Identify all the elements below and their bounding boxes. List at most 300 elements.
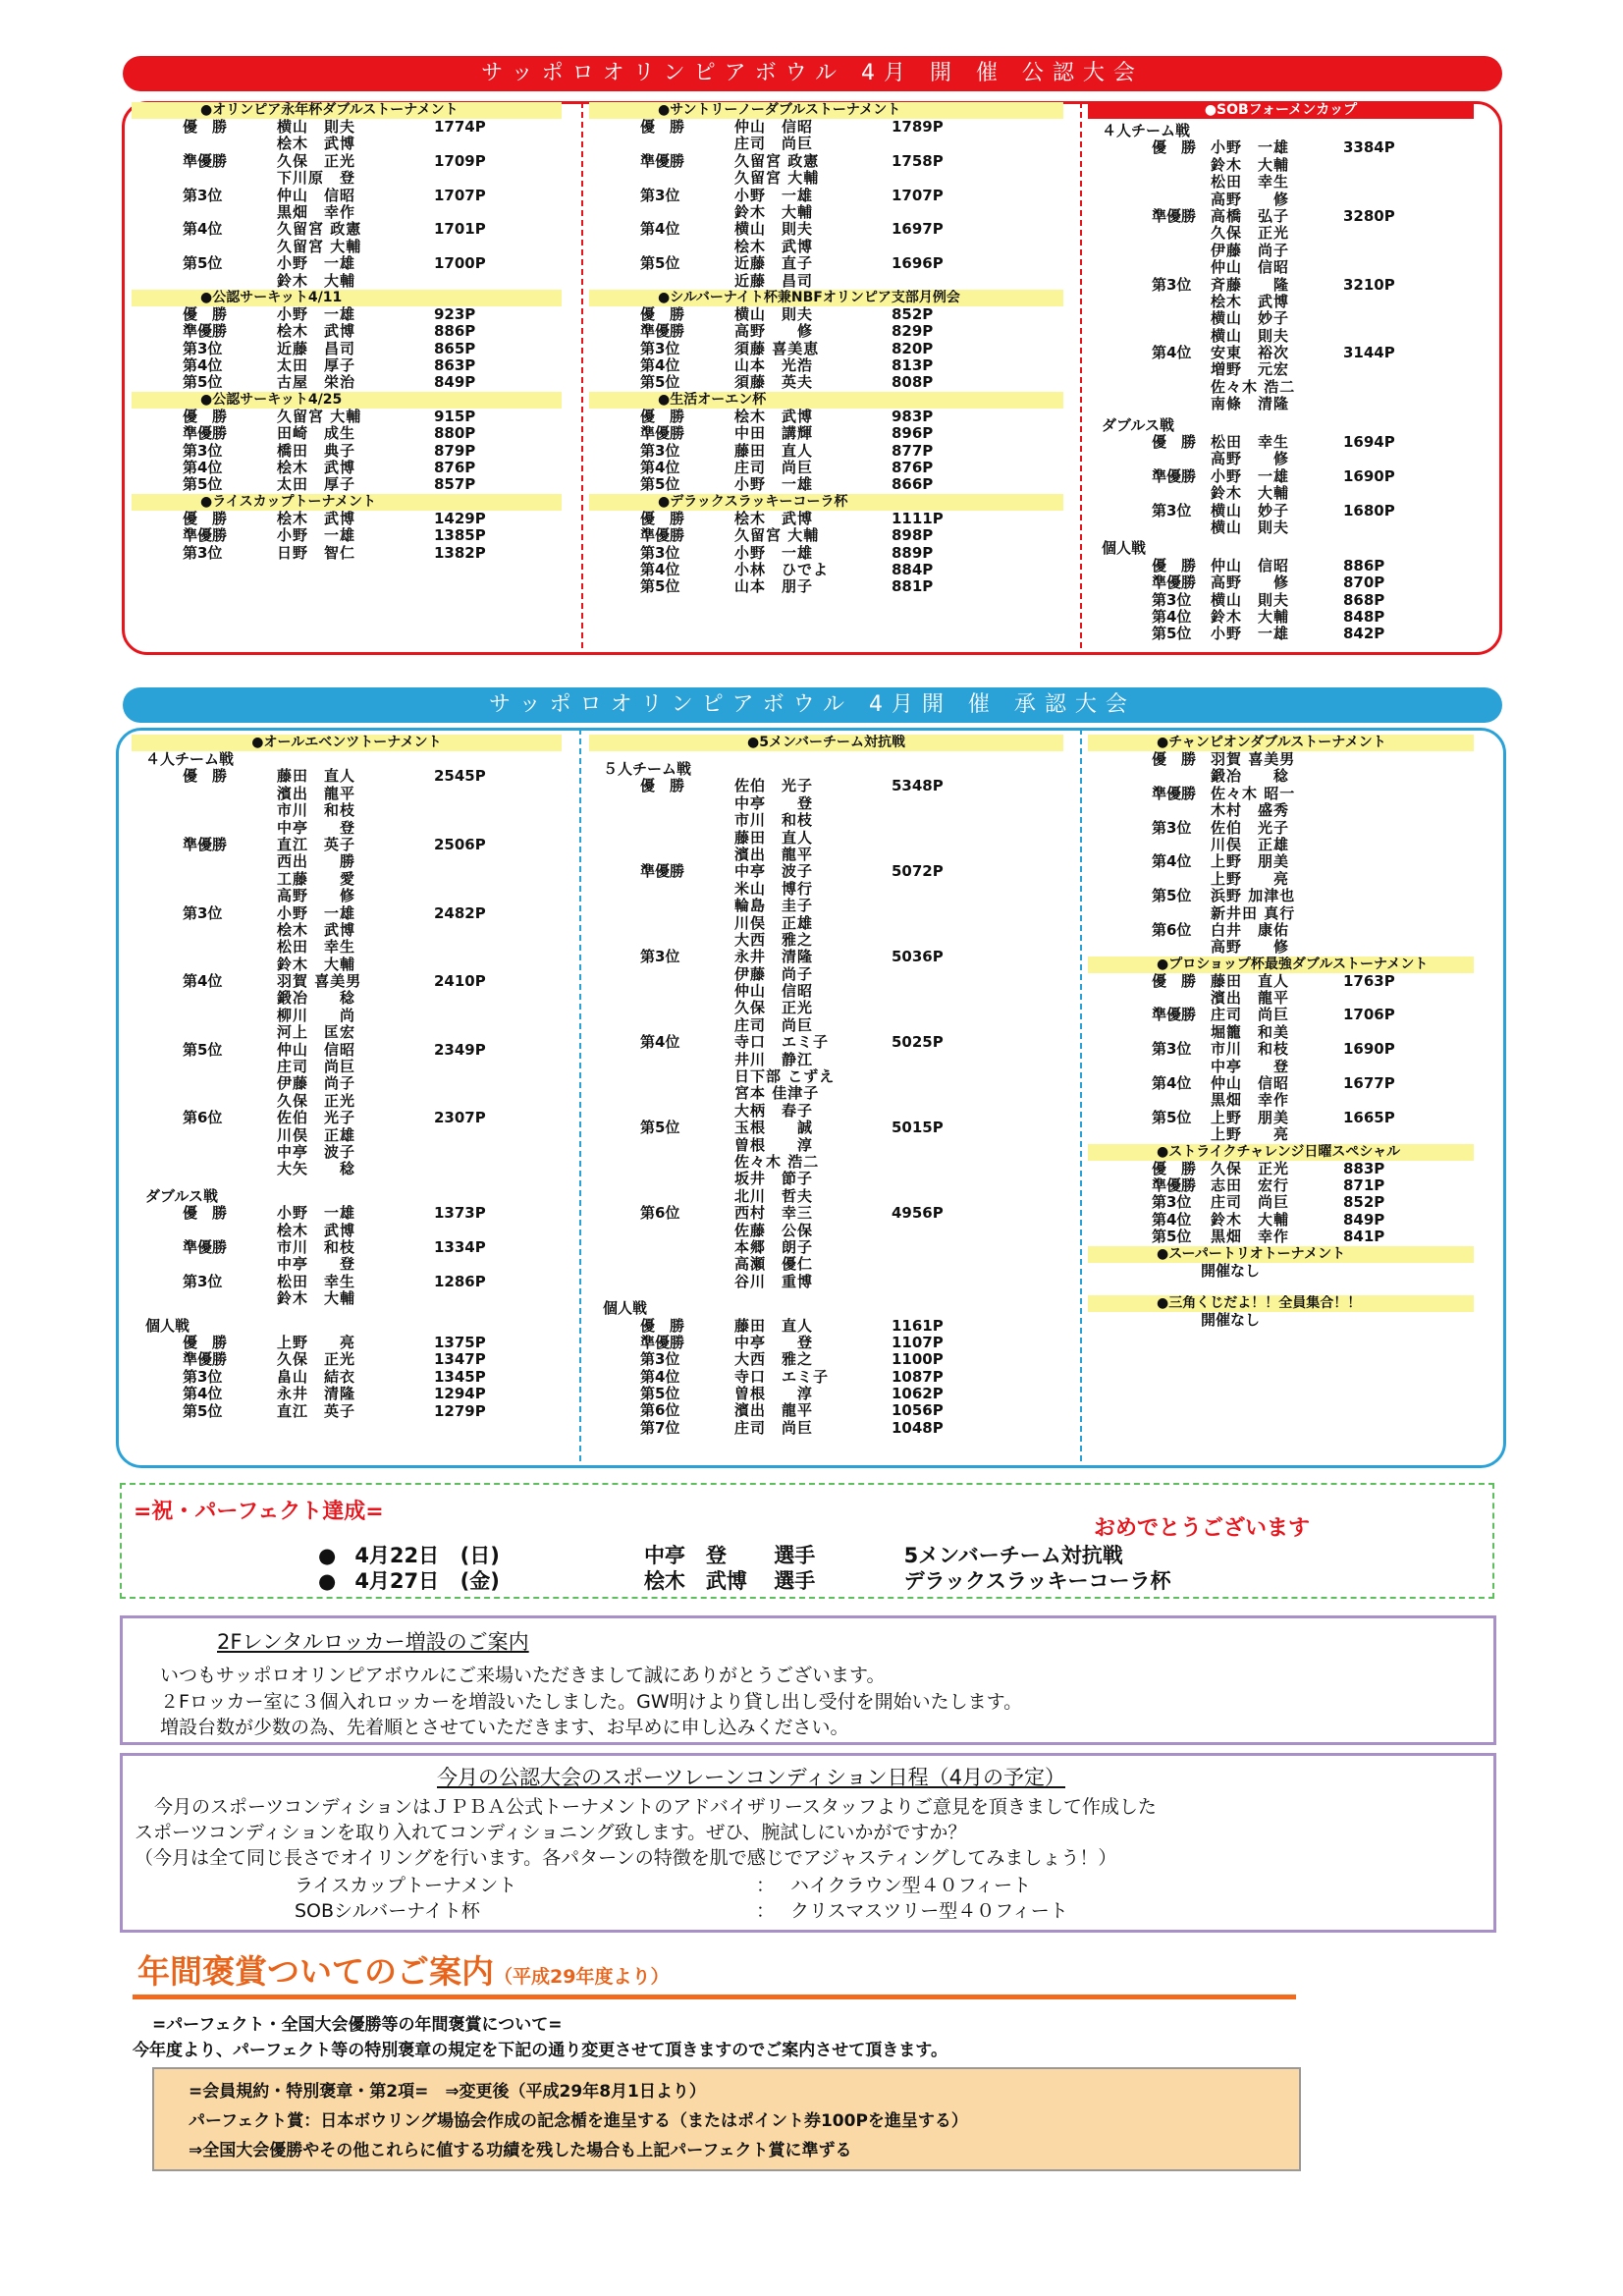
player-name: 高野 修 (1211, 190, 1290, 208)
rank: 準優勝 (1152, 1006, 1197, 1024)
perfect-suffix: 選手 (774, 1569, 816, 1593)
score (892, 1223, 970, 1239)
rank (589, 170, 734, 187)
score: 870P (1343, 574, 1385, 592)
score (1343, 820, 1422, 837)
player-name: 羽賀 喜美男 (1211, 750, 1296, 768)
score: 1056P (892, 1401, 944, 1420)
score: 842P (1343, 625, 1385, 643)
player-name: 佐々木 浩二 (734, 1153, 820, 1171)
rank (132, 1127, 277, 1144)
rank: 優 勝 (1152, 971, 1197, 990)
result-row (1088, 396, 1486, 412)
perfect-suffix: 選手 (774, 1544, 816, 1567)
result-row (132, 119, 573, 136)
result-row (1088, 820, 1486, 837)
rank (1088, 1024, 1211, 1041)
section-label: 個人戦 (145, 1316, 190, 1335)
rank (132, 922, 277, 939)
player-name: 横山 則夫 (1211, 326, 1290, 345)
player-name: 小野 一雄 (277, 526, 356, 545)
player-name: 久保 正光 (277, 151, 356, 170)
rank (589, 1052, 734, 1068)
schedule-pattern: ハイクラウン型４０フィート (790, 1875, 1032, 1896)
rank: 第5位 (640, 373, 680, 392)
score: 886P (1343, 556, 1385, 574)
player-name: 上野 朋美 (1211, 1108, 1290, 1126)
score: 1707P (892, 186, 944, 204)
result-row (589, 443, 1075, 460)
score (434, 888, 513, 904)
player-name: 安東 裕次 (1211, 344, 1290, 362)
divider (579, 729, 581, 1461)
section-label: ダブルス戦 (145, 1186, 218, 1205)
score: 1665P (1343, 1108, 1395, 1126)
score (1343, 519, 1422, 536)
rank: 第5位 (1152, 1228, 1192, 1246)
score: 3280P (1343, 206, 1395, 225)
result-row (1088, 574, 1486, 591)
player-name: 藤田 直人 (734, 828, 814, 847)
score (1343, 451, 1422, 467)
player-name: 工藤 愛 (277, 869, 356, 888)
score: 1774P (434, 118, 486, 136)
player-name: 久留宮 大輔 (734, 526, 820, 545)
result-row (589, 425, 1075, 442)
score: 1373P (434, 1204, 486, 1223)
result-row (589, 812, 1075, 829)
rank: 第5位 (640, 1385, 680, 1403)
result-row (589, 1420, 1075, 1437)
score: 5348P (892, 777, 944, 795)
rank (132, 957, 277, 973)
player-name: 佐藤 公保 (734, 1221, 814, 1239)
rank (132, 1008, 277, 1024)
rank (132, 273, 277, 290)
tournament-title: ●生活オーエン杯 (589, 392, 1063, 409)
player-name: 近藤 昌司 (277, 339, 356, 357)
score: 1161P (892, 1316, 944, 1335)
player-name: 小野 一雄 (1211, 138, 1290, 157)
score (892, 1154, 970, 1171)
player-name: 高野 修 (734, 322, 814, 341)
player-name: 中亭 波子 (734, 862, 814, 881)
player-name: 米山 博行 (734, 879, 814, 898)
result-row (1088, 1092, 1486, 1109)
score (1343, 174, 1422, 191)
score (892, 1085, 970, 1102)
result-row (1088, 174, 1486, 191)
player-name: 大柄 春子 (734, 1101, 814, 1120)
condition-title: 今月の公認大会のスポーツレーンコンディション日程（4月の予定） (437, 1766, 1065, 1789)
score (892, 795, 970, 812)
score (434, 820, 513, 837)
score (434, 1008, 513, 1024)
rank (132, 1144, 277, 1161)
rank: 第4位 (640, 560, 680, 578)
lane-condition-notice (120, 1753, 1496, 1933)
player-name: 仲山 信昭 (1211, 258, 1290, 277)
rank (1088, 310, 1211, 327)
player-name: 北川 哲夫 (734, 1186, 814, 1205)
result-row (1088, 157, 1486, 174)
result-row (132, 820, 573, 837)
score (434, 1059, 513, 1075)
rank (1088, 361, 1211, 378)
score: 884P (892, 560, 934, 578)
player-name: 近藤 直子 (734, 254, 814, 273)
perfect-event: 5メンバーチーム対抗戦 (903, 1544, 1123, 1567)
score (1343, 905, 1422, 922)
result-row (589, 1274, 1075, 1290)
player-name: 庄司 尚巨 (734, 1418, 814, 1437)
player-name: 松田 幸生 (1211, 433, 1290, 452)
score (434, 871, 513, 888)
score (434, 239, 513, 255)
score (434, 1075, 513, 1092)
score (892, 239, 970, 255)
score (434, 1256, 513, 1273)
congrats-text: おめでとうございます (1094, 1516, 1311, 1541)
schedule-pattern: クリスマスツリー型４０フィート (790, 1900, 1068, 1922)
score (892, 881, 970, 898)
rank (589, 1256, 734, 1273)
result-row (132, 1274, 573, 1290)
rank (589, 812, 734, 829)
score (1343, 361, 1422, 378)
rank (132, 802, 277, 819)
player-name: 鈴木 大輔 (277, 271, 356, 290)
rank: 準優勝 (183, 322, 228, 341)
score: 866P (892, 475, 934, 494)
score: 808P (892, 373, 934, 392)
score (1343, 243, 1422, 259)
result-row (589, 204, 1075, 221)
rank: 第5位 (183, 373, 223, 392)
rank: 優 勝 (1152, 556, 1197, 574)
score (1343, 802, 1422, 819)
result-row (589, 221, 1075, 238)
result-row (1088, 328, 1486, 345)
result-row (1088, 434, 1486, 451)
divider (581, 102, 583, 648)
result-row (589, 1154, 1075, 1171)
schedule-event: SOBシルバーナイト杯 (295, 1900, 480, 1922)
score (892, 1052, 970, 1068)
rank (589, 1171, 734, 1187)
rank: 第3位 (183, 441, 223, 460)
rank: 第4位 (1152, 1210, 1192, 1229)
result-row (1088, 973, 1486, 990)
rank (589, 847, 734, 863)
score: 849P (1343, 1210, 1385, 1229)
result-row (1088, 558, 1486, 574)
award-intro: 今年度より、パーフェクト等の特別褒章の規定を下記の通り変更させて頂きますのでご案内させて頂きます。 (133, 2041, 947, 2060)
result-row (132, 545, 573, 562)
rank (589, 1017, 734, 1034)
score (892, 1068, 970, 1085)
player-name: 鍛冶 稔 (277, 989, 356, 1008)
player-name: 小野 一雄 (1211, 625, 1290, 643)
player-name: 仲山 信昭 (277, 1040, 356, 1059)
approved-column-2 (589, 735, 1075, 1437)
score: 983P (892, 407, 934, 425)
score: 5015P (892, 1119, 944, 1137)
result-row (589, 966, 1075, 983)
rank (589, 1274, 734, 1290)
tournament-title: ●公認サーキット4/25 (132, 392, 562, 409)
locker-line: ２Fロッカー室に３個入れロッカーを増設いたしました。GW明けより貸し出し受付を開始いたします。 (160, 1691, 1023, 1713)
score: 1382P (434, 543, 486, 562)
score: 3210P (1343, 275, 1395, 294)
score (892, 273, 970, 290)
player-name: 太田 厚子 (277, 356, 356, 375)
score (434, 939, 513, 956)
rank (1088, 802, 1211, 819)
rank (1088, 768, 1211, 785)
tournament-title: ●ストライクチャレンジ日曜スペシャル (1088, 1144, 1474, 1161)
rank (1088, 519, 1211, 536)
result-row (1088, 208, 1486, 225)
result-row (132, 768, 573, 785)
score (892, 1239, 970, 1256)
tournament-title: ●デラックスラッキーコーラ杯 (589, 494, 1063, 511)
result-row (1088, 990, 1486, 1007)
player-name: 伊藤 尚子 (734, 964, 814, 983)
player-name: 鈴木 大輔 (277, 1289, 356, 1308)
result-row (132, 221, 573, 238)
player-name: 玉根 誠 (734, 1119, 814, 1137)
score: 2482P (434, 903, 486, 922)
player-name: 黒畑 幸作 (1211, 1091, 1290, 1110)
score: 1690P (1343, 1040, 1395, 1059)
rank (589, 239, 734, 255)
rank: 準優勝 (640, 424, 685, 443)
rank: 第3位 (640, 441, 680, 460)
score: 1709P (434, 151, 486, 170)
player-name: 中亭 登 (734, 1333, 814, 1351)
score: 1677P (1343, 1074, 1395, 1093)
player-name: 橋田 典子 (277, 441, 356, 460)
player-name: 桧木 武博 (1211, 292, 1290, 310)
result-row (1088, 939, 1486, 956)
player-name: 川俣 正雄 (277, 1125, 356, 1144)
player-name: 横山 則夫 (734, 220, 814, 239)
player-name: 近藤 昌司 (734, 271, 814, 290)
result-row (132, 1369, 573, 1386)
player-name: 久保 正光 (1211, 224, 1290, 243)
rank (132, 939, 277, 956)
official-column-2 (589, 102, 1075, 596)
result-row (1088, 310, 1486, 327)
rank: 優 勝 (640, 407, 685, 425)
score (892, 136, 970, 152)
official-banner: サッポロオリンピアボウル 4月 開 催 公認大会 (123, 56, 1502, 91)
rank: 第5位 (1152, 887, 1192, 905)
schedule-colon: ： (756, 1875, 776, 1896)
score (1343, 396, 1422, 412)
player-name: 市川 和枝 (734, 811, 814, 830)
player-name: 濱出 龍平 (277, 784, 356, 802)
score (434, 1093, 513, 1110)
result-row (1088, 751, 1486, 768)
result-row (1088, 1059, 1486, 1075)
divider (1080, 102, 1082, 648)
player-name: 久保 正光 (277, 1091, 356, 1110)
result-row (589, 306, 1075, 323)
player-name: 本郷 朗子 (734, 1237, 814, 1256)
rank: 第5位 (183, 1401, 223, 1420)
player-name: 桧木 武博 (277, 920, 356, 939)
rank: 第3位 (640, 1350, 680, 1369)
score (434, 1223, 513, 1239)
result-row (589, 562, 1075, 578)
score: 896P (892, 424, 934, 443)
rank: 優 勝 (1152, 138, 1197, 157)
result-row (1088, 361, 1486, 378)
player-name: 佐伯 光子 (277, 1109, 356, 1127)
tournament-title: ●プロショップ杯最強ダブルストーナメント (1088, 957, 1474, 973)
score (1343, 259, 1422, 276)
score (892, 966, 970, 983)
score (1343, 922, 1422, 939)
player-name: 山本 朋子 (734, 577, 814, 596)
result-row (589, 1000, 1075, 1016)
result-row (1088, 485, 1486, 502)
result-row (1088, 609, 1486, 626)
rank: 準優勝 (1152, 784, 1197, 802)
rank (1088, 871, 1211, 888)
result-row (1088, 786, 1486, 802)
score (434, 204, 513, 221)
rank: 第3位 (640, 543, 680, 562)
rank: 第6位 (640, 1204, 680, 1223)
tournament-title: ●オリンピア永年杯ダブルストーナメント (132, 102, 562, 119)
player-name: 小野 一雄 (734, 543, 814, 562)
rank (132, 1290, 277, 1307)
rank (132, 888, 277, 904)
score (434, 853, 513, 870)
player-name: 新井田 真行 (1211, 903, 1296, 922)
result-row (132, 973, 573, 990)
result-row (132, 153, 573, 170)
player-name: 伊藤 尚子 (277, 1074, 356, 1093)
section-label: ４人チーム戦 (145, 750, 235, 768)
score: 1706P (1343, 1006, 1395, 1024)
player-name: 松田 幸生 (1211, 173, 1290, 191)
score (1343, 1059, 1422, 1075)
score: 1334P (434, 1237, 486, 1256)
player-name: 中亭 波子 (277, 1143, 356, 1161)
score (892, 847, 970, 863)
result-row (1088, 922, 1486, 939)
award-heading: =パーフェクト・全国大会優勝等の年間褒賞について= (152, 2015, 563, 2035)
result-row (1088, 1194, 1486, 1211)
rank (589, 1085, 734, 1102)
player-name: 谷川 重博 (734, 1272, 814, 1290)
result-row (132, 460, 573, 476)
schedule-event: ライスカップトーナメント (295, 1875, 517, 1896)
player-name: 桧木 武博 (277, 135, 356, 153)
player-name: 久保 正光 (1211, 1159, 1290, 1177)
rank (589, 1223, 734, 1239)
result-row (589, 170, 1075, 187)
result-row (132, 323, 573, 340)
result-row (132, 1075, 573, 1092)
player-name: 高瀬 優仁 (734, 1255, 814, 1274)
rank: 第3位 (640, 186, 680, 204)
player-name: 河上 匡宏 (277, 1023, 356, 1042)
player-name: 鈴木 大輔 (277, 955, 356, 973)
player-name: 久留宮 大輔 (277, 237, 362, 255)
score: 871P (1343, 1175, 1385, 1194)
player-name: 川俣 正雄 (1211, 835, 1290, 853)
result-row (589, 357, 1075, 374)
locker-notice (120, 1615, 1496, 1745)
rank (1088, 294, 1211, 310)
rank: 第4位 (640, 220, 680, 239)
player-name: 鈴木 大輔 (1211, 1210, 1290, 1229)
official-column-3 (1088, 102, 1486, 643)
result-row (589, 1386, 1075, 1402)
player-name: 庄司 尚巨 (1211, 1006, 1290, 1024)
result-row (589, 1120, 1075, 1136)
player-name: 佐々木 浩二 (1211, 377, 1296, 396)
locker-title: 2Fレンタルロッカー増設のご案内 (217, 1630, 529, 1654)
result-row (589, 1335, 1075, 1351)
rank (1088, 939, 1211, 956)
result-row (589, 1369, 1075, 1386)
rank: 第3位 (183, 186, 223, 204)
player-name: 日下部 こずえ (734, 1067, 836, 1086)
player-name: 市川 和枝 (277, 801, 356, 820)
score (1343, 751, 1422, 768)
tournament-title: ●三角くじだよ！！全員集合！！ (1088, 1295, 1474, 1312)
score: 5025P (892, 1033, 944, 1052)
player-name: 市川 和枝 (1211, 1040, 1290, 1059)
rank (1088, 1126, 1211, 1143)
score: 1347P (434, 1350, 486, 1369)
result-row (132, 476, 573, 493)
player-name: 松田 幸生 (277, 938, 356, 957)
rank: 優 勝 (640, 777, 685, 795)
result-row (132, 1042, 573, 1059)
result-row (1088, 139, 1486, 156)
result-row (132, 273, 573, 290)
result-row (132, 425, 573, 442)
score: 2410P (434, 972, 486, 991)
rank (132, 1024, 277, 1041)
player-name: 上野 亮 (1211, 1125, 1290, 1144)
rank (589, 1239, 734, 1256)
player-name: 南條 清隆 (1211, 395, 1290, 413)
player-name: 庄司 尚巨 (277, 1058, 356, 1076)
condition-line: スポーツコンディションを取り入れてコンディショニング致します。ぜひ、腕試しにいかがですか？ (135, 1822, 967, 1843)
result-row (589, 795, 1075, 812)
rank (132, 1223, 277, 1239)
result-row (1088, 1075, 1486, 1092)
result-row (132, 1110, 573, 1126)
score (1343, 853, 1422, 870)
player-name: 須藤 英夫 (734, 373, 814, 392)
rank: 第3位 (183, 1367, 223, 1386)
rank (589, 881, 734, 898)
rank: 第4位 (640, 459, 680, 477)
rank: 優 勝 (183, 118, 228, 136)
score: 857P (434, 475, 476, 494)
result-row (589, 1068, 1075, 1085)
rank (1088, 225, 1211, 242)
